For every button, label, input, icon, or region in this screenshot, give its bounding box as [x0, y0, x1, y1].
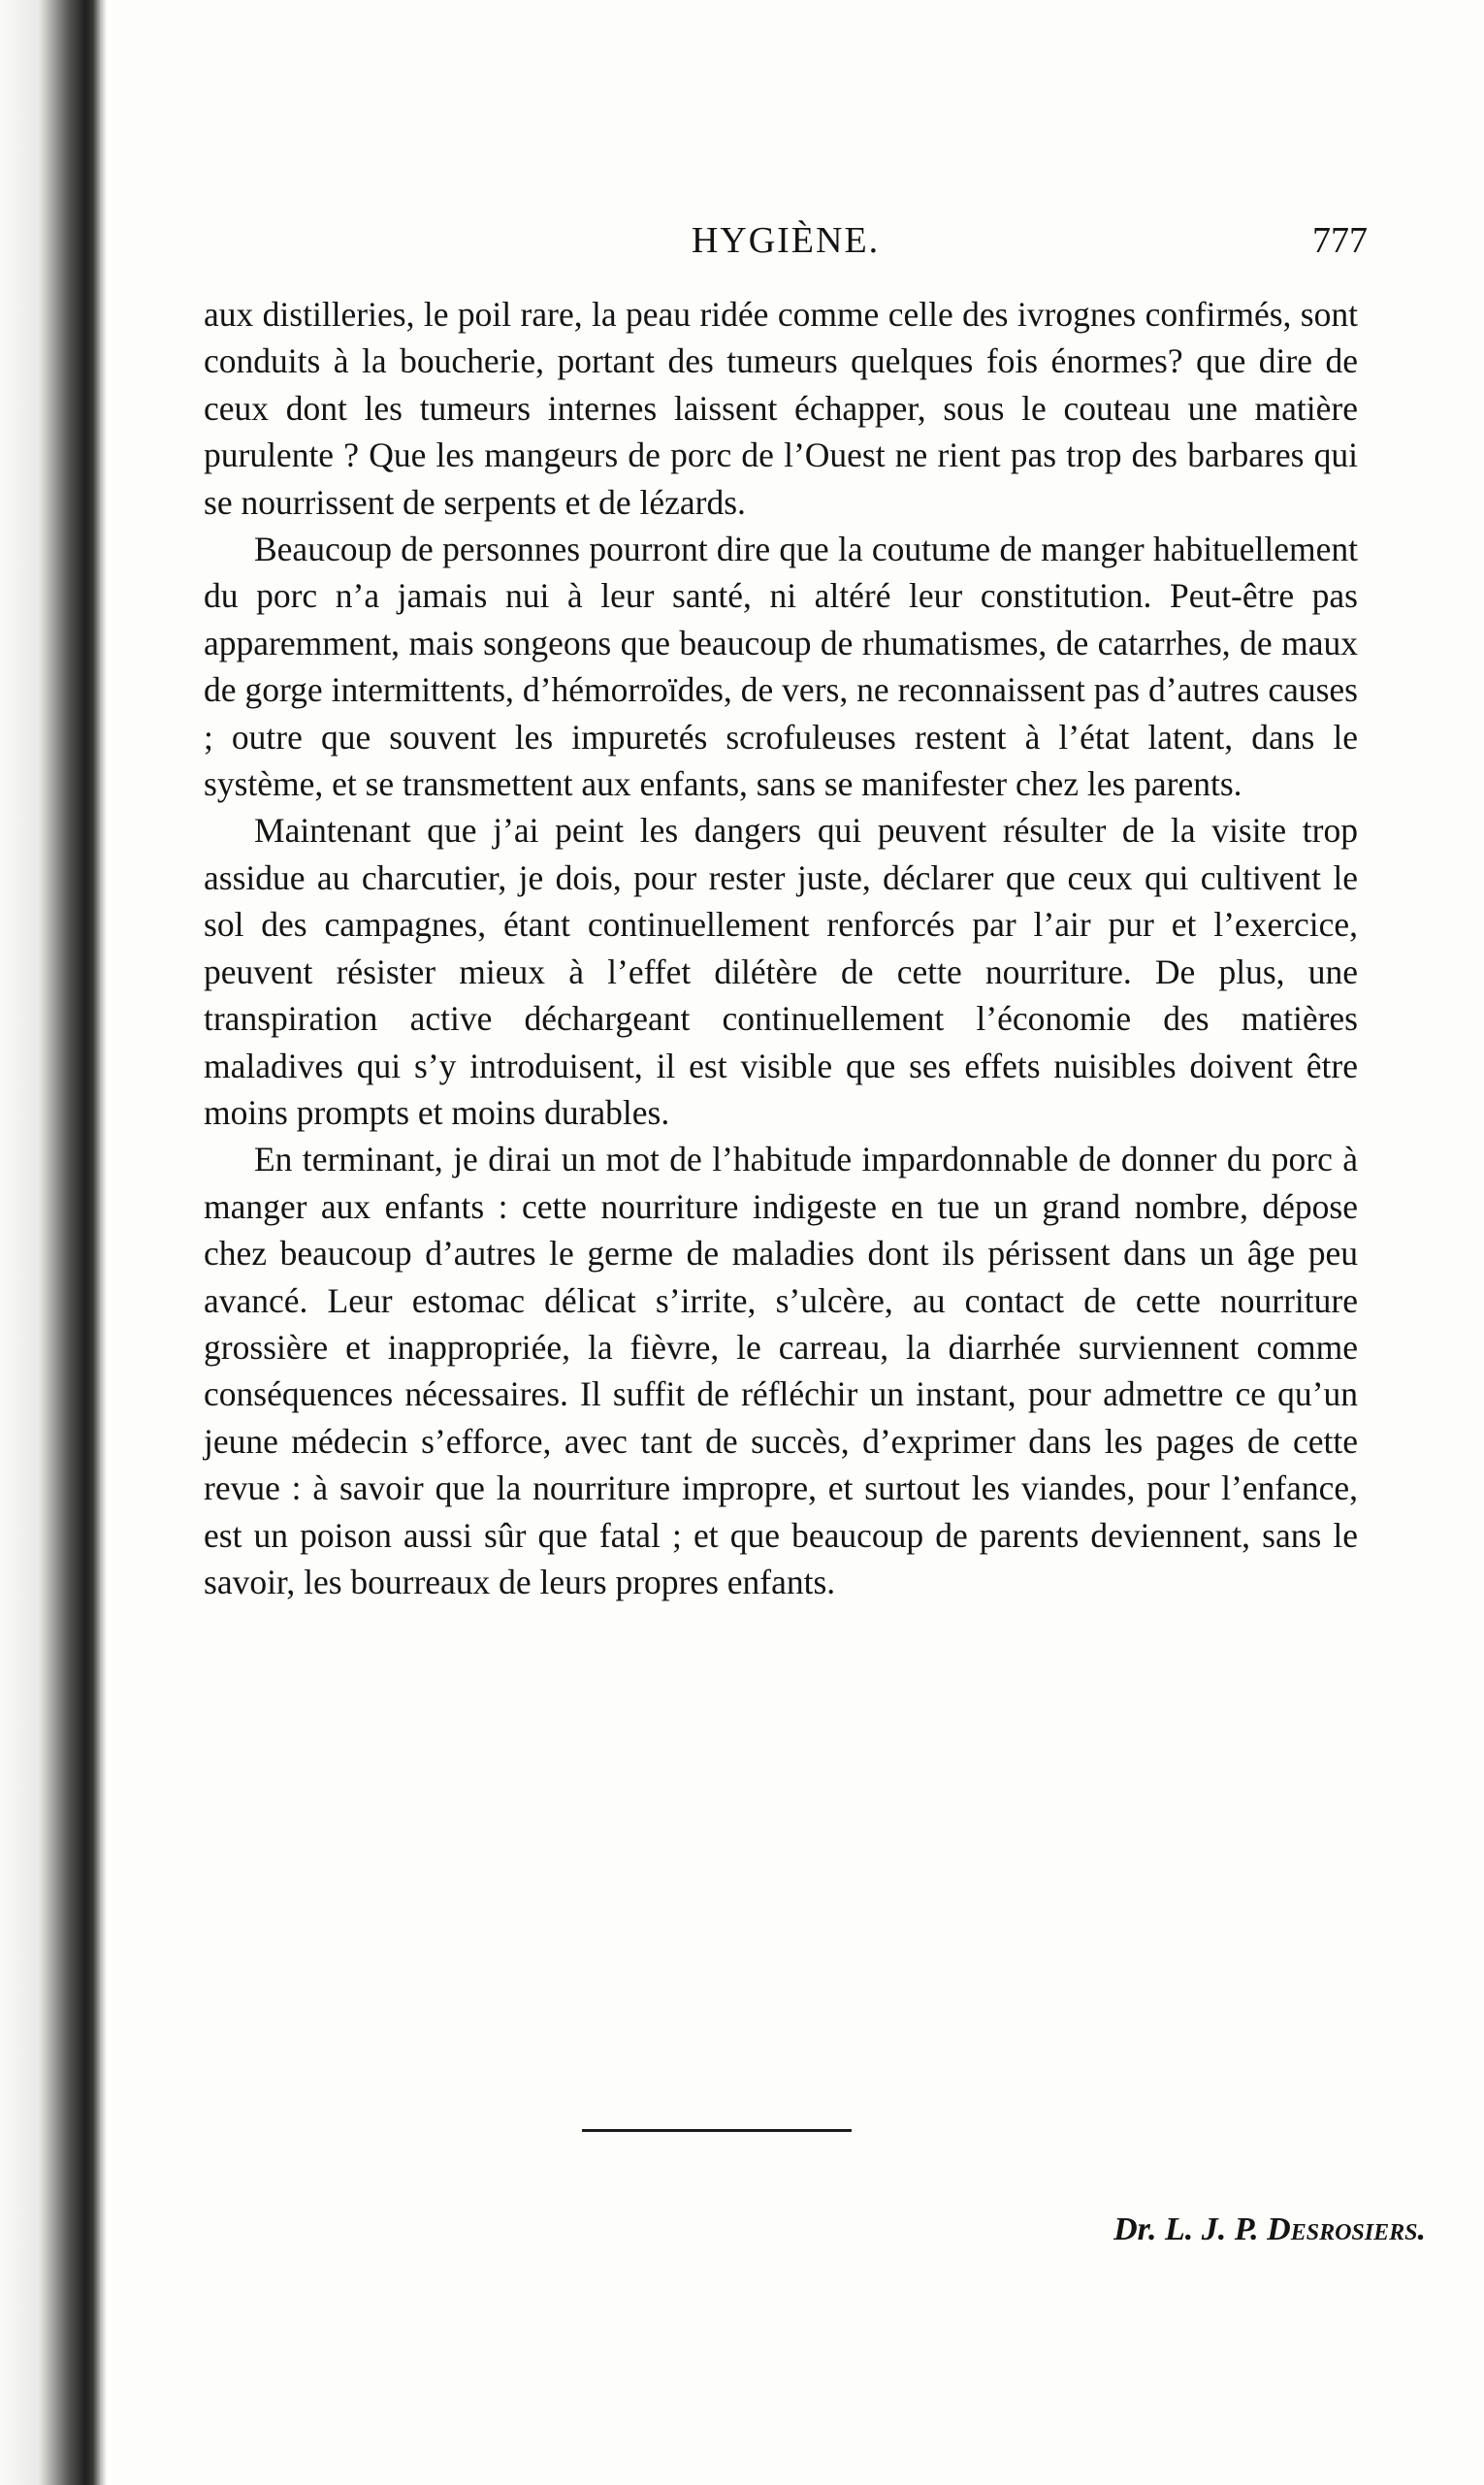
author-title: Dr.: [1113, 2211, 1157, 2247]
page-number: 777: [1312, 220, 1368, 261]
paragraph-4: En terminant, je dirai un mot de l’habitude impardonnable de donner du porc à manger aux enfants : cette nourriture indigeste en tue un grand nombre, dépose chez beaucoup d’autres le germe de maladies dont ils périssent dans un âge peu avancé. Leur estomac délicat s’irrite, s’ulcère, au contact de cette nourriture grossière et inappropriée, la fièvre, le carreau, la diarrhée surviennent comme conséquences nécessaires. Il suffit de réfléchir un instant, pour admettre ce qu’un jeune médecin s’efforce, avec tant de succès, d’exprimer dans les pages de cette revue : à savoir que la nourriture impropre, et surtout les viandes, pour l’enfance, est un poison aussi sûr que fatal ; et que beaucoup de parents deviennent, sans le savoir, les bourreaux de leurs propres enfants.: [204, 1140, 1358, 1601]
running-head: HYGIÈNE.: [691, 220, 881, 261]
book-binding-edge: [0, 0, 107, 2485]
paragraph-1: aux distilleries, le poil rare, la peau ridée comme celle des ivrognes confirmés, sont conduits à la boucherie, portant des tumeurs quelques fois énormes? que dire de ceux dont les tumeurs internes laissent échapper, sous le couteau une matière purulente ? Que les mangeurs de porc de l’Ouest ne rient pas trop des barbares qui se nourrissent de serpents et de lézards.: [204, 295, 1358, 522]
end-rule-divider: [582, 2129, 852, 2132]
paragraph-3: Maintenant que j’ai peint les dangers qui peuvent résulter de la visite trop assidue au charcutier, je dois, pour rester juste, déclarer que ceux qui cultivent le sol des campagnes, étant continuellement renforcés par l’air pur et l’exercice, peuvent résister mieux à l’effet dilétère de cette nourriture. De plus, une transpiration active déchargeant continuellement l’économie des matières maladives qui s’y introduisent, il est visible que ses effets nuisibles doivent être moins prompts et moins durables.: [204, 811, 1358, 1132]
paragraph-2: Beaucoup de personnes pourront dire que la coutume de manger habituellement du porc n’a jamais nui à leur santé, ni altéré leur constitution. Peut-être pas apparemment, mais songeons que beaucoup de rhumatismes, de catarrhes, de maux de gorge intermittents, d’hémorroïdes, de vers, ne reconnaissent pas d’autres causes ; outre que souvent les impuretés scrofuleuses restent à l’état latent, dans le système, et se transmettent aux enfants, sans se manifester chez les parents.: [204, 530, 1358, 804]
page-header: [204, 219, 1368, 277]
article-body: [204, 291, 1426, 2247]
author-signature: [204, 2207, 1426, 2253]
author-name: L. J. P. Desrosiers.: [1165, 2211, 1426, 2247]
